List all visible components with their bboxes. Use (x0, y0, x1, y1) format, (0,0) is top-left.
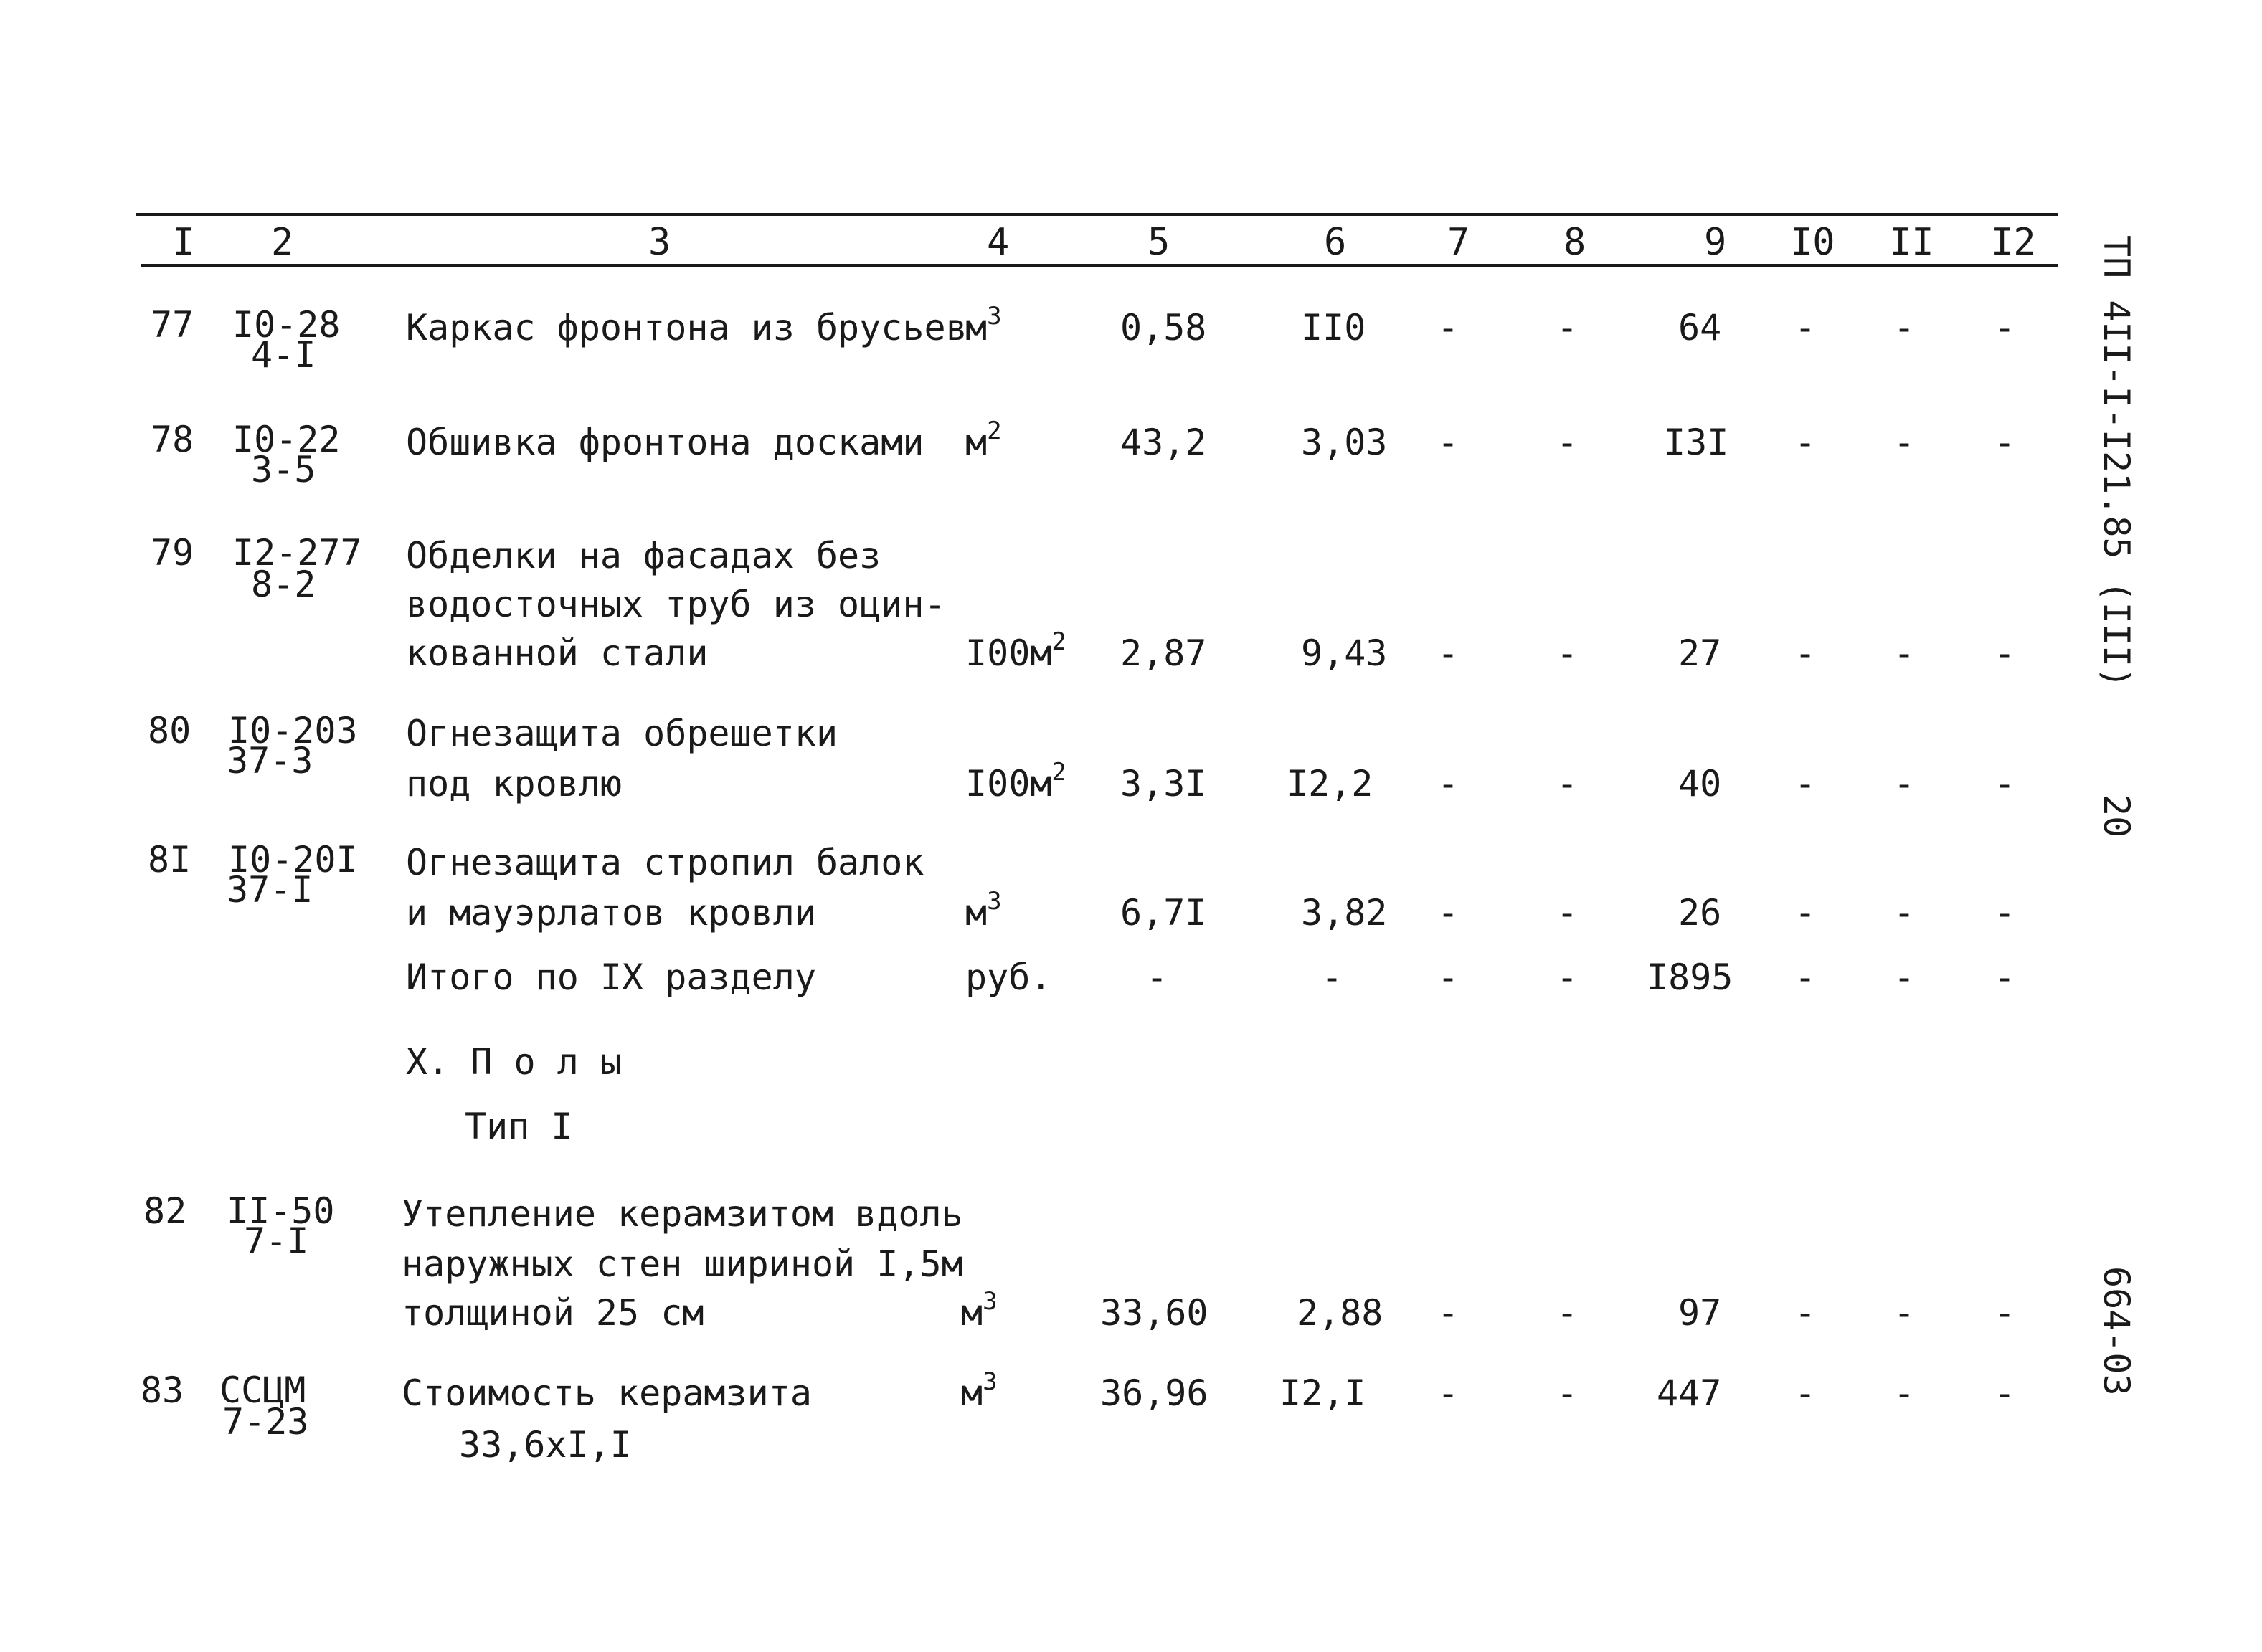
norm-code-sub: 37-3 (227, 740, 313, 782)
norm-code-sub: 3-5 (251, 449, 316, 490)
col-12: - (1994, 1292, 2016, 1334)
row-number: 80 (148, 710, 191, 751)
total-cost: 97 (1678, 1292, 1722, 1334)
col-8: - (1556, 956, 1579, 998)
quantity: 2,87 (1120, 632, 1207, 674)
total-cost: 27 (1678, 632, 1722, 674)
col-8: - (1556, 1292, 1579, 1334)
norm-code: I0-28 (232, 304, 341, 346)
col-7: - (1437, 422, 1459, 463)
col-header-9: 9 (1704, 221, 1727, 264)
quantity: 6,7I (1120, 892, 1207, 934)
col-12: - (1994, 892, 2016, 934)
unit-cost: I2,I (1279, 1372, 1366, 1414)
col-12: - (1994, 1372, 2016, 1414)
unit: $м^3$ (961, 1287, 998, 1334)
col-8: - (1556, 422, 1579, 463)
col-header-11: II (1889, 221, 1934, 264)
unit-cost: 2,88 (1297, 1292, 1383, 1334)
sheet-code-vertical: 664-03 (2096, 1266, 2137, 1396)
row-number: 83 (141, 1369, 184, 1411)
unit-cost: 3,82 (1301, 892, 1388, 934)
norm-code-sub: 8-2 (251, 564, 316, 605)
col-11: - (1893, 1292, 1916, 1334)
col-header-1: I (172, 221, 195, 264)
col-header-10: I0 (1790, 221, 1835, 264)
work-description: Обшивка фронтона досками (406, 422, 924, 463)
quantity: 43,2 (1120, 422, 1207, 463)
work-description-line-2: водосточных труб из оцин- (406, 584, 946, 625)
col-8: - (1556, 892, 1579, 934)
norm-code-sub: 37-I (227, 869, 313, 911)
work-description: Каркас фронтона из брусьев (406, 307, 967, 348)
norm-code-sub: 7-23 (222, 1401, 309, 1443)
norm-code: I0-22 (232, 419, 341, 460)
unit: $м^3$ (965, 302, 1002, 348)
col-12: - (1994, 422, 2016, 463)
work-description-line-1: Огнезащита стропил балок (406, 842, 924, 883)
work-description-line-1: Обделки на фасадах без (406, 535, 881, 576)
quantity: 36,96 (1100, 1372, 1208, 1414)
col-10: - (1794, 632, 1817, 674)
quantity: 3,3I (1120, 763, 1207, 804)
col-header-3: 3 (648, 221, 671, 264)
total-label: Итого по IX разделу (406, 956, 816, 998)
col-10: - (1794, 1372, 1817, 1414)
col-11: - (1893, 956, 1916, 998)
norm-code: II-50 (227, 1190, 335, 1232)
unit: $м^3$ (961, 1367, 998, 1414)
col-7: - (1437, 892, 1459, 934)
col-12: - (1994, 763, 2016, 804)
total-cost: 447 (1657, 1372, 1722, 1414)
work-description-line-2: наружных стен шириной I,5м (402, 1243, 963, 1285)
unit-cost: 9,43 (1301, 632, 1388, 674)
work-description-line-1: Стоимость керамзита (402, 1372, 812, 1414)
col-10: - (1794, 956, 1817, 998)
work-description-line-3: толщиной 25 см (402, 1292, 704, 1334)
unit-cost: I2,2 (1287, 763, 1373, 804)
col-12: - (1994, 632, 2016, 674)
work-description-line-1: Утепление керамзитом вдоль (402, 1193, 963, 1235)
col-5: - (1146, 956, 1168, 998)
col-header-2: 2 (271, 221, 294, 264)
header-top-rule (136, 213, 2058, 216)
work-description-line-2: под кровлю (406, 763, 623, 804)
work-description-line-3: кованной стали (406, 632, 709, 674)
norm-code-sub: 4-I (251, 334, 316, 376)
quantity: 33,60 (1100, 1292, 1208, 1334)
col-10: - (1794, 307, 1817, 348)
page-number-vertical: 20 (2096, 794, 2137, 838)
col-11: - (1893, 892, 1916, 934)
total-cost: I3I (1664, 422, 1729, 463)
col-header-6: 6 (1324, 221, 1347, 264)
col-header-7: 7 (1447, 221, 1470, 264)
col-10: - (1794, 892, 1817, 934)
col-12: - (1994, 956, 2016, 998)
quantity: 0,58 (1120, 307, 1207, 348)
col-11: - (1893, 763, 1916, 804)
norm-code: I0-20I (228, 839, 358, 880)
norm-code-sub: 7-I (244, 1220, 309, 1262)
col-8: - (1556, 763, 1579, 804)
unit: $м^2$ (965, 417, 1002, 463)
row-number: 79 (151, 532, 194, 574)
col-8: - (1556, 307, 1579, 348)
work-description-line-1: Огнезащита обрешетки (406, 713, 838, 754)
col-11: - (1893, 307, 1916, 348)
total-sum: I895 (1647, 956, 1733, 998)
work-description-line-2: 33,6хI,I (459, 1424, 632, 1466)
col-7: - (1437, 307, 1459, 348)
document-code-vertical: ТП 4II-I-I21.85 (III) (2096, 235, 2137, 689)
norm-code: ССЦМ (219, 1369, 306, 1411)
col-8: - (1556, 632, 1579, 674)
norm-code: I0-203 (228, 710, 358, 751)
header-bottom-rule (141, 264, 2058, 267)
unit-cost: 3,03 (1301, 422, 1388, 463)
col-header-12: I2 (1991, 221, 2036, 264)
total-unit: руб. (965, 956, 1052, 998)
work-description-line-2: и мауэрлатов кровли (406, 892, 816, 934)
col-7: - (1437, 632, 1459, 674)
col-11: - (1893, 422, 1916, 463)
col-header-8: 8 (1563, 221, 1586, 264)
col-12: - (1994, 307, 2016, 348)
col-11: - (1893, 632, 1916, 674)
col-7: - (1437, 1372, 1459, 1414)
col-7: - (1437, 1292, 1459, 1334)
row-number: 77 (151, 304, 194, 346)
col-header-4: 4 (987, 221, 1010, 264)
col-8: - (1556, 1372, 1579, 1414)
norm-code: I2-277 (232, 532, 362, 574)
col-10: - (1794, 422, 1817, 463)
col-10: - (1794, 763, 1817, 804)
col-11: - (1893, 1372, 1916, 1414)
col-7: - (1437, 956, 1459, 998)
section-title: X. П о л ы (406, 1041, 623, 1083)
unit: $I00м^2$ (965, 627, 1066, 674)
unit: $м^3$ (965, 887, 1002, 934)
col-header-5: 5 (1147, 221, 1170, 264)
total-cost: 26 (1678, 892, 1722, 934)
unit-cost: II0 (1301, 307, 1366, 348)
col-10: - (1794, 1292, 1817, 1334)
unit: $I00м^2$ (965, 758, 1066, 804)
row-number: 8I (148, 839, 191, 880)
row-number: 78 (151, 419, 194, 460)
total-cost: 40 (1678, 763, 1722, 804)
total-cost: 64 (1678, 307, 1722, 348)
row-number: 82 (143, 1190, 187, 1232)
col-7: - (1437, 763, 1459, 804)
section-subtitle: Тип I (465, 1106, 573, 1147)
col-6: - (1321, 956, 1343, 998)
